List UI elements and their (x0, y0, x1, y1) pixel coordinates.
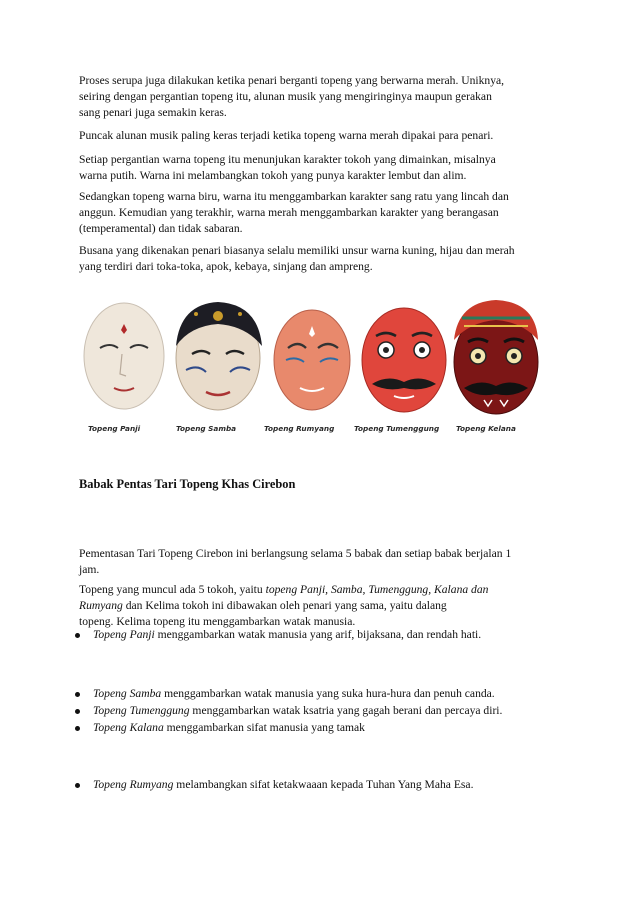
text-run-italic: topeng Panji, Samba, Tumenggung, Kalana dan (265, 583, 489, 596)
text-line: topeng. Kelima topeng itu menggambarkan watak manusia. (79, 615, 356, 628)
text-run: Topeng yang muncul ada 5 tokoh, yaitu (79, 583, 266, 596)
text-line: Proses serupa juga dilakukan ketika penari berganti topeng yang berwarna merah. Uniknya, (79, 74, 505, 87)
bullet-dot-icon (75, 726, 80, 731)
text-line: sang penari juga semakin keras. (79, 106, 227, 119)
text-line: anggun. Kemudian yang terakhir, warna merah menggambarkan karakter yang berangasan (79, 206, 499, 219)
mask-description: menggambarkan watak ksatria yang gagah berani dan percaya diri. (189, 704, 503, 717)
mask-description: menggambarkan watak manusia yang arif, bijaksana, dan rendah hati. (154, 628, 482, 641)
mask-tumenggung (362, 308, 446, 412)
text-line: Pementasan Tari Topeng Cirebon ini berlangsung selama 5 babak dan setiap babak berjalan 1 (79, 547, 512, 560)
text-line: Puncak alunan musik paling keras terjadi ketika topeng warna merah dipakai para penari. (79, 129, 494, 142)
paragraph-biru (79, 189, 569, 237)
list-item-text (93, 687, 495, 700)
list-item-text (93, 704, 502, 717)
text-line: jam. (79, 563, 100, 576)
list-item-text (93, 778, 473, 791)
mask-panji (84, 303, 164, 409)
mask-name: Topeng Kalana (93, 721, 164, 734)
list-item-text (93, 628, 481, 641)
paragraph-puncak (79, 128, 569, 144)
mask-description: melambangkan sifat ketakwaaan kepada Tuhan Yang Maha Esa. (173, 778, 474, 791)
text-line: yang terdiri dari toka-toka, apok, kebaya, sinjang dan ampreng. (79, 260, 373, 273)
text-line: Busana yang dikenakan penari biasanya selalu memiliki unsur warna kuning, hijau dan merah (79, 244, 515, 257)
bullet-dot-icon (75, 692, 80, 697)
mask-kelana (454, 300, 538, 414)
paragraph-tokoh (79, 582, 569, 630)
text-run: dan Kelima tokoh ini dibawakan oleh penari yang sama, yaitu dalang (122, 599, 447, 612)
mask-figure (76, 296, 546, 442)
mask-description: menggambarkan sifat manusia yang tamak (163, 721, 365, 734)
mask-rumyang (274, 310, 350, 410)
mask-name: Topeng Samba (93, 687, 162, 700)
caption-kelana: Topeng Kelana (456, 424, 516, 433)
caption-panji: Topeng Panji (88, 424, 141, 433)
paragraph-pergantian (79, 152, 569, 184)
list-item-text (93, 721, 365, 734)
text-line: seiring dengan pergantian topeng itu, alunan musik yang mengiringinya maupun gerakan (79, 90, 492, 103)
text-line: warna putih. Warna ini melambangkan tokoh yang punya karakter lembut dan alim. (79, 169, 467, 182)
mask-name: Topeng Rumyang (93, 778, 174, 791)
text-run-italic: Rumyang (79, 599, 123, 612)
text-line: (temperamental) dan tidak sabaran. (79, 222, 243, 235)
mask-name: Topeng Panji (93, 628, 155, 641)
section-heading: Babak Pentas Tari Topeng Khas Cirebon (79, 477, 296, 491)
text-line: Sedangkan topeng warna biru, warna itu menggambarkan karakter sang ratu yang lincah dan (79, 190, 509, 203)
mask-illustration (76, 296, 546, 422)
bullet-dot-icon (75, 633, 80, 638)
caption-samba: Topeng Samba (176, 424, 237, 433)
bullet-dot-icon (75, 709, 80, 714)
paragraph-busana (79, 243, 569, 275)
bullet-dot-icon (75, 783, 80, 788)
text-line: Setiap pergantian warna topeng itu menunjukan karakter tokoh yang dimainkan, misalnya (79, 153, 496, 166)
caption-rumyang: Topeng Rumyang (264, 424, 335, 433)
paragraph-proses (79, 73, 569, 121)
mask-samba (176, 302, 262, 410)
mask-name: Topeng Tumenggung (93, 704, 190, 717)
caption-tumenggung: Topeng Tumenggung (354, 424, 440, 433)
text-line (79, 582, 569, 598)
paragraph-pementasan (79, 546, 569, 578)
text-line (79, 598, 569, 614)
mask-description: menggambarkan watak manusia yang suka hura-hura dan penuh canda. (161, 687, 495, 700)
